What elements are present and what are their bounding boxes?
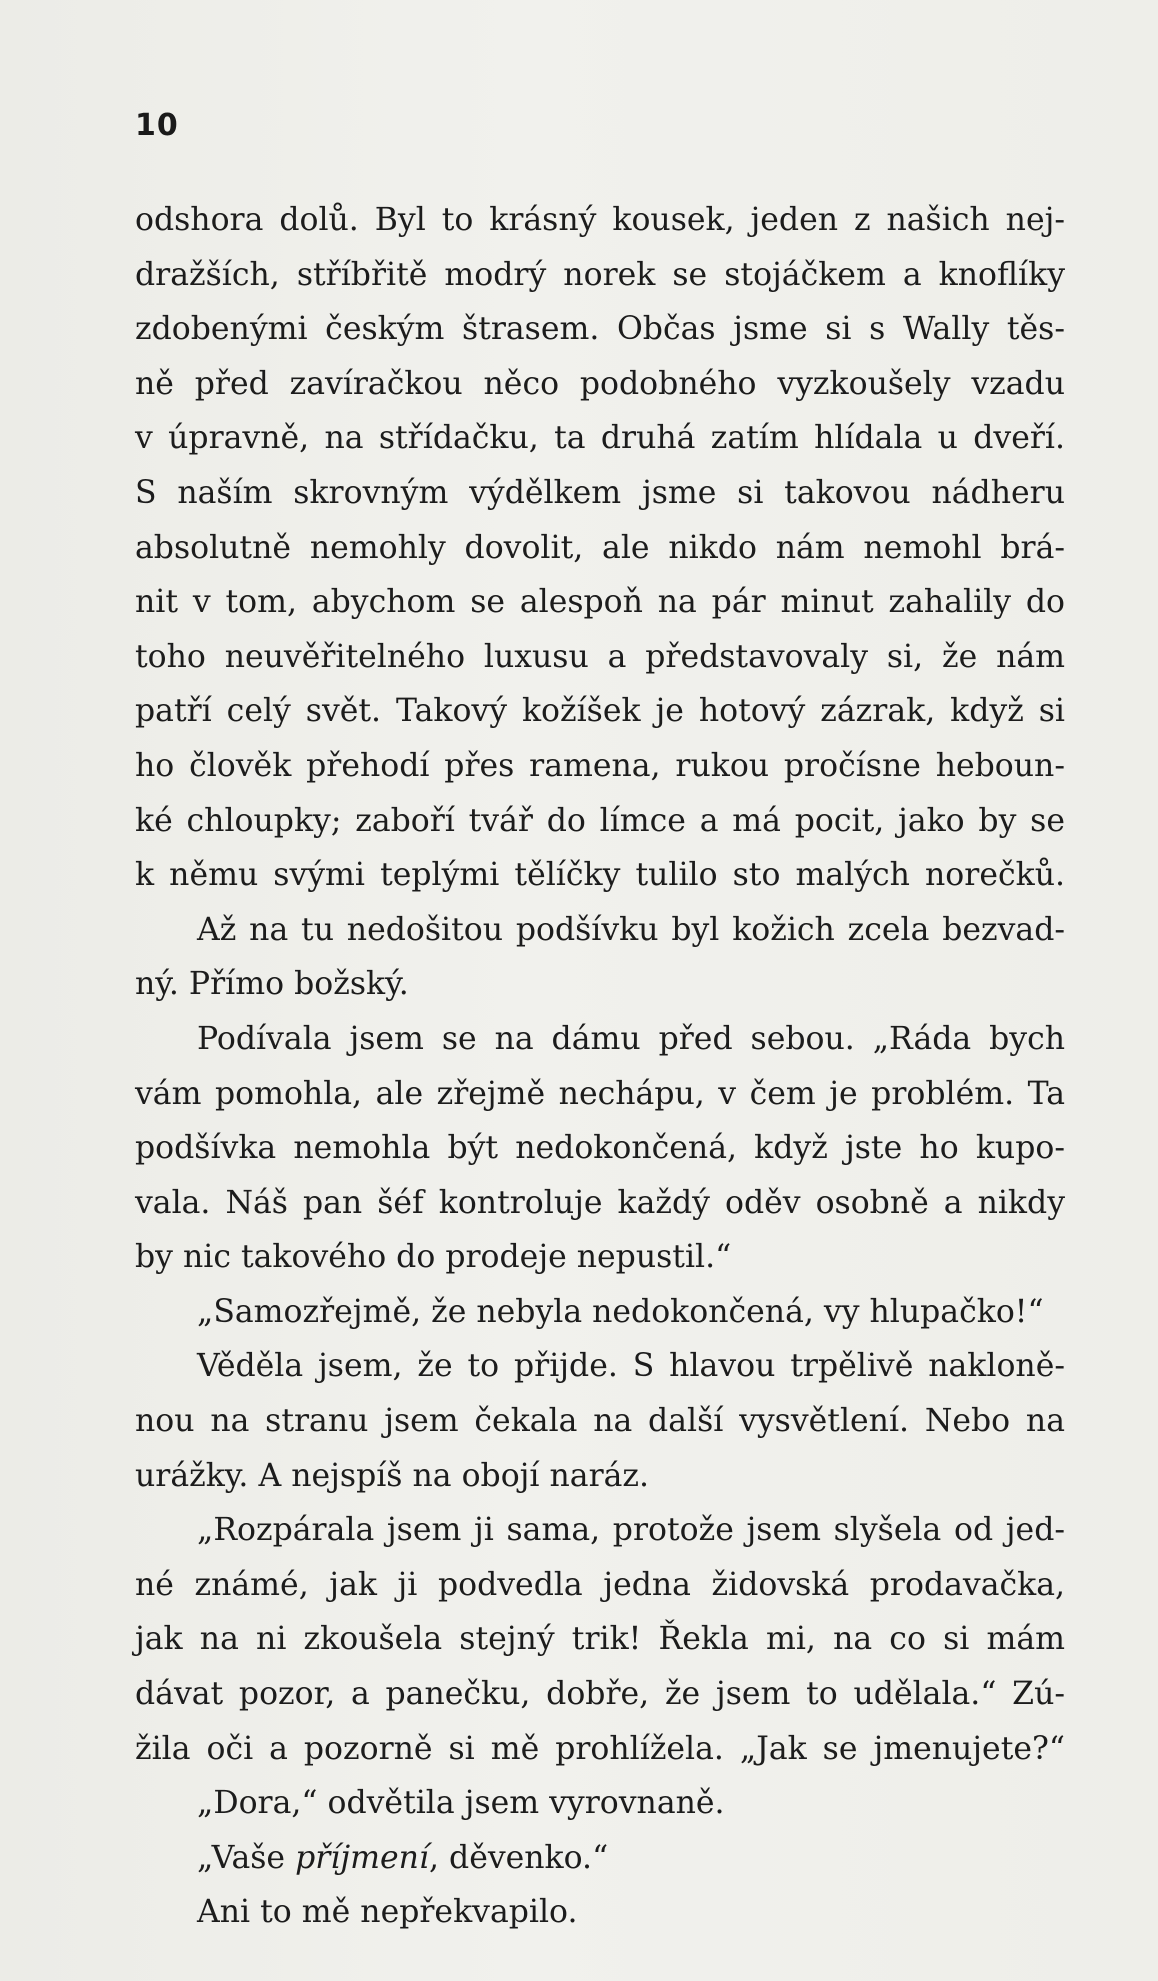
text-segment: , děvenko.“ (429, 1839, 609, 1876)
text-line-italic-mix (135, 1831, 1065, 1886)
text-line: zdobenými českým štrasem. Občas jsme si s Wally těs- (135, 311, 1065, 348)
text-line: „Samozřejmě, že nebyla nedokončená, vy hlupačko!“ (197, 1293, 1044, 1330)
text-line: nou na stranu jsem čekala na další vysvětlení. Nebo na (135, 1403, 1065, 1440)
text-line: vala. Náš pan šéf kontroluje každý oděv osobně a nikdy (135, 1184, 1065, 1221)
text-line: jak na ni zkoušela stejný trik! Řekla mi, na co si mám (135, 1621, 1065, 1658)
text-line: ho člověk přehodí přes ramena, rukou pročísne heboun- (135, 747, 1065, 784)
text-line: Až na tu nedošitou podšívku byl kožich zcela bezvad- (197, 911, 1065, 948)
text-line: odshora dolů. Byl to krásný kousek, jeden z našich nej- (135, 202, 1065, 238)
text-line: by nic takového do prodeje nepustil.“ (135, 1239, 732, 1276)
text-line: dávat pozor, a panečku, dobře, že jsem to udělala.“ Zú- (135, 1676, 1065, 1713)
page-number: 10 (135, 108, 179, 143)
text-line: „Rozpárala jsem ji sama, protože jsem slyšela od jed- (197, 1512, 1065, 1549)
text-line: ný. Přímo božský. (135, 966, 409, 1003)
text-line: absolutně nemohly dovolit, ale nikdo nám nemohl brá- (135, 529, 1065, 566)
text-line: Podívala jsem se na dámu před sebou. „Ráda bych (197, 1020, 1065, 1057)
text-line: né známé, jak ji podvedla jedna židovská prodavačka, (135, 1566, 1065, 1603)
text-line: ké chloupky; zaboří tvář do límce a má pocit, jako by se (135, 802, 1065, 839)
text-line: Věděla jsem, že to přijde. S hlavou trpělivě nakloně- (197, 1348, 1065, 1385)
text-line: nit v tom, abychom se alespoň na pár minut zahalily do (135, 584, 1065, 621)
text-line: dražších, stříbřitě modrý norek se stojáčkem a knoflíky (135, 256, 1065, 293)
text-line: v úpravně, na střídačku, ta druhá zatím hlídala u dveří. (135, 420, 1065, 457)
text-line: urážky. A nejspíš na obojí naráz. (135, 1457, 650, 1494)
text-line: „Dora,“ odvětila jsem vyrovnaně. (197, 1785, 725, 1822)
body-text (135, 193, 1065, 1940)
text-line: ně před zavíračkou něco podobného vyzkoušely vzadu (135, 365, 1065, 402)
text-line: S naším skrovným výdělkem jsme si takovou nádheru (135, 474, 1065, 511)
italic-word: příjmení (295, 1839, 429, 1876)
text-line: podšívka nemohla být nedokončená, když jste ho kupo- (135, 1130, 1065, 1167)
text-line: k němu svými teplými tělíčky tulilo sto malých norečků. (135, 857, 1065, 894)
text-line: Ani to mě nepřekvapilo. (197, 1894, 578, 1931)
text-line: patří celý svět. Takový kožíšek je hotový zázrak, když si (135, 693, 1065, 730)
text-line: toho neuvěřitelného luxusu a představovaly si, že nám (135, 638, 1065, 675)
text-line: žila oči a pozorně si mě prohlížela. „Jak se jmenujete?“ (135, 1730, 1065, 1767)
text-segment: „Vaše (197, 1839, 296, 1876)
text-line: vám pomohla, ale zřejmě nechápu, v čem je problém. Ta (135, 1075, 1065, 1112)
